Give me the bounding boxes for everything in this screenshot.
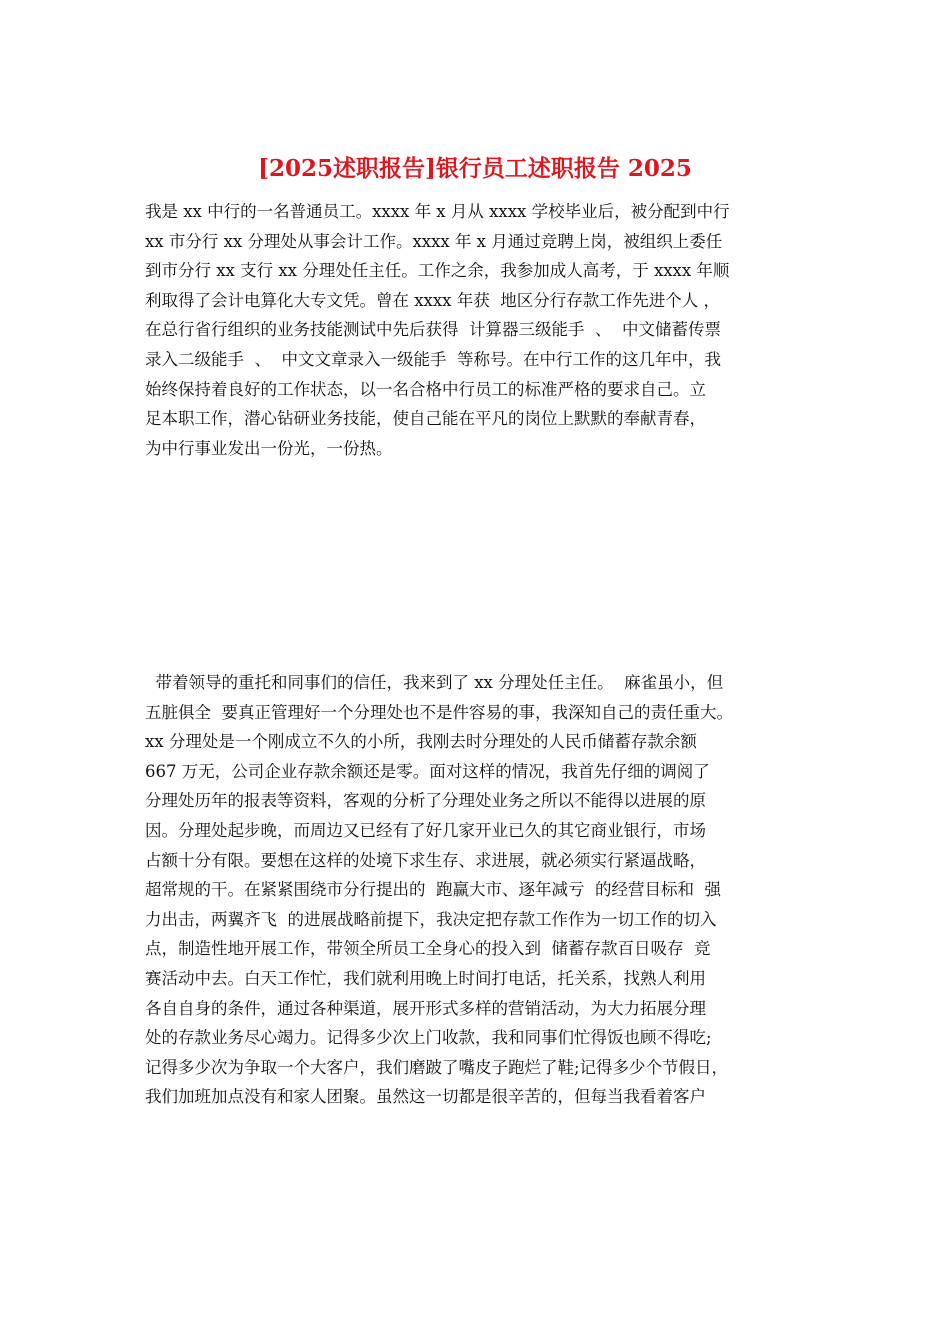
text-line: 带着领导的重托和同事们的信任，我来到了 xx 分理处任主任。 麻雀虽小，但 bbox=[145, 673, 724, 692]
text-line: 为中行事业发出一份光，一份热。 bbox=[145, 438, 393, 458]
text-line: 我们加班加点没有和家人团聚。虽然这一切都是很辛苦的，但每当我看着客户 bbox=[145, 1087, 706, 1107]
text-line: 点，制造性地开展工作，带领全所员工全身心的投入到 储蓄存款百日吸存 竞 bbox=[145, 939, 711, 959]
text-line: 始终保持着良好的工作状态，以一名合格中行员工的标准严格的要求自己。立 bbox=[145, 379, 706, 399]
text-line: 录入二级能手 、 中文文章录入一级能手 等称号。在中行工作的这几年中，我 bbox=[145, 349, 721, 369]
text-line: 在总行省行组织的业务技能测试中先后获得 计算器三级能手 、 中文储蓄传票 bbox=[145, 320, 721, 340]
paragraph-work bbox=[145, 668, 825, 1112]
text-line: 赛活动中去。白天工作忙，我们就利用晚上时间打电话，托关系，找熟人利用 bbox=[145, 968, 706, 988]
text-line: 超常规的干。在紧紧围绕市分行提出的 跑赢大市、逐年减亏 的经营目标和 强 bbox=[145, 880, 721, 900]
document-title: [2025述职报告]银行员工述职报告 2025 bbox=[258, 155, 692, 182]
text-line: 利取得了会计电算化大专文凭。曾在 xxxx 年获 地区分行存款工作先进个人 ， bbox=[145, 290, 720, 310]
text-line: 力出击，两翼齐飞 的进展战略前提下，我决定把存款工作作为一切工作的切入 bbox=[145, 909, 717, 929]
text-line: 占额十分有限。要想在这样的处境下求生存、求进展，就必须实行紧逼战略， bbox=[145, 850, 706, 870]
text-line: 667 万无，公司企业存款余额还是零。面对这样的情况，我首先仔细的调阅了 bbox=[145, 761, 710, 781]
text-line: 分理处历年的报表等资料，客观的分析了分理处业务之所以不能得以进展的原 bbox=[145, 791, 706, 811]
paragraph-intro bbox=[145, 197, 825, 463]
text-line: 记得多少次为争取一个大客户，我们磨跛了嘴皮子跑烂了鞋;记得多少个节假日， bbox=[145, 1057, 729, 1077]
text-line: 因。分理处起步晚，而周边又已经有了好几家开业已久的其它商业银行，市场 bbox=[145, 820, 706, 840]
text-line: xx 市分行 xx 分理处从事会计工作。xxxx 年 x 月通过竞聘上岗，被组织上委任 bbox=[145, 231, 723, 251]
text-line: 五脏俱全 要真正管理好一个分理处也不是件容易的事，我深知自己的责任重大。 bbox=[145, 702, 733, 722]
text-line: xx 分理处是一个刚成立不久的小所，我刚去时分理处的人民币储蓄存款余额 bbox=[145, 732, 697, 752]
text-line: 足本职工作，潜心钻研业务技能，使自己能在平凡的岗位上默默的奉献青春， bbox=[145, 409, 706, 429]
text-line: 到市分行 xx 支行 xx 分理处任主任。工作之余，我参加成人高考，于 xxxx 年顺 bbox=[145, 261, 730, 281]
text-line: 我是 xx 中行的一名普通员工。xxxx 年 x 月从 xxxx 学校毕业后，被分配到中行 bbox=[145, 202, 730, 221]
text-line: 各自自身的条件，通过各种渠道，展开形式多样的营销活动，为大力拓展分理 bbox=[145, 998, 706, 1018]
text-line: 处的存款业务尽心竭力。记得多少次上门收款，我和同事们忙得饭也顾不得吃; bbox=[145, 1028, 712, 1048]
